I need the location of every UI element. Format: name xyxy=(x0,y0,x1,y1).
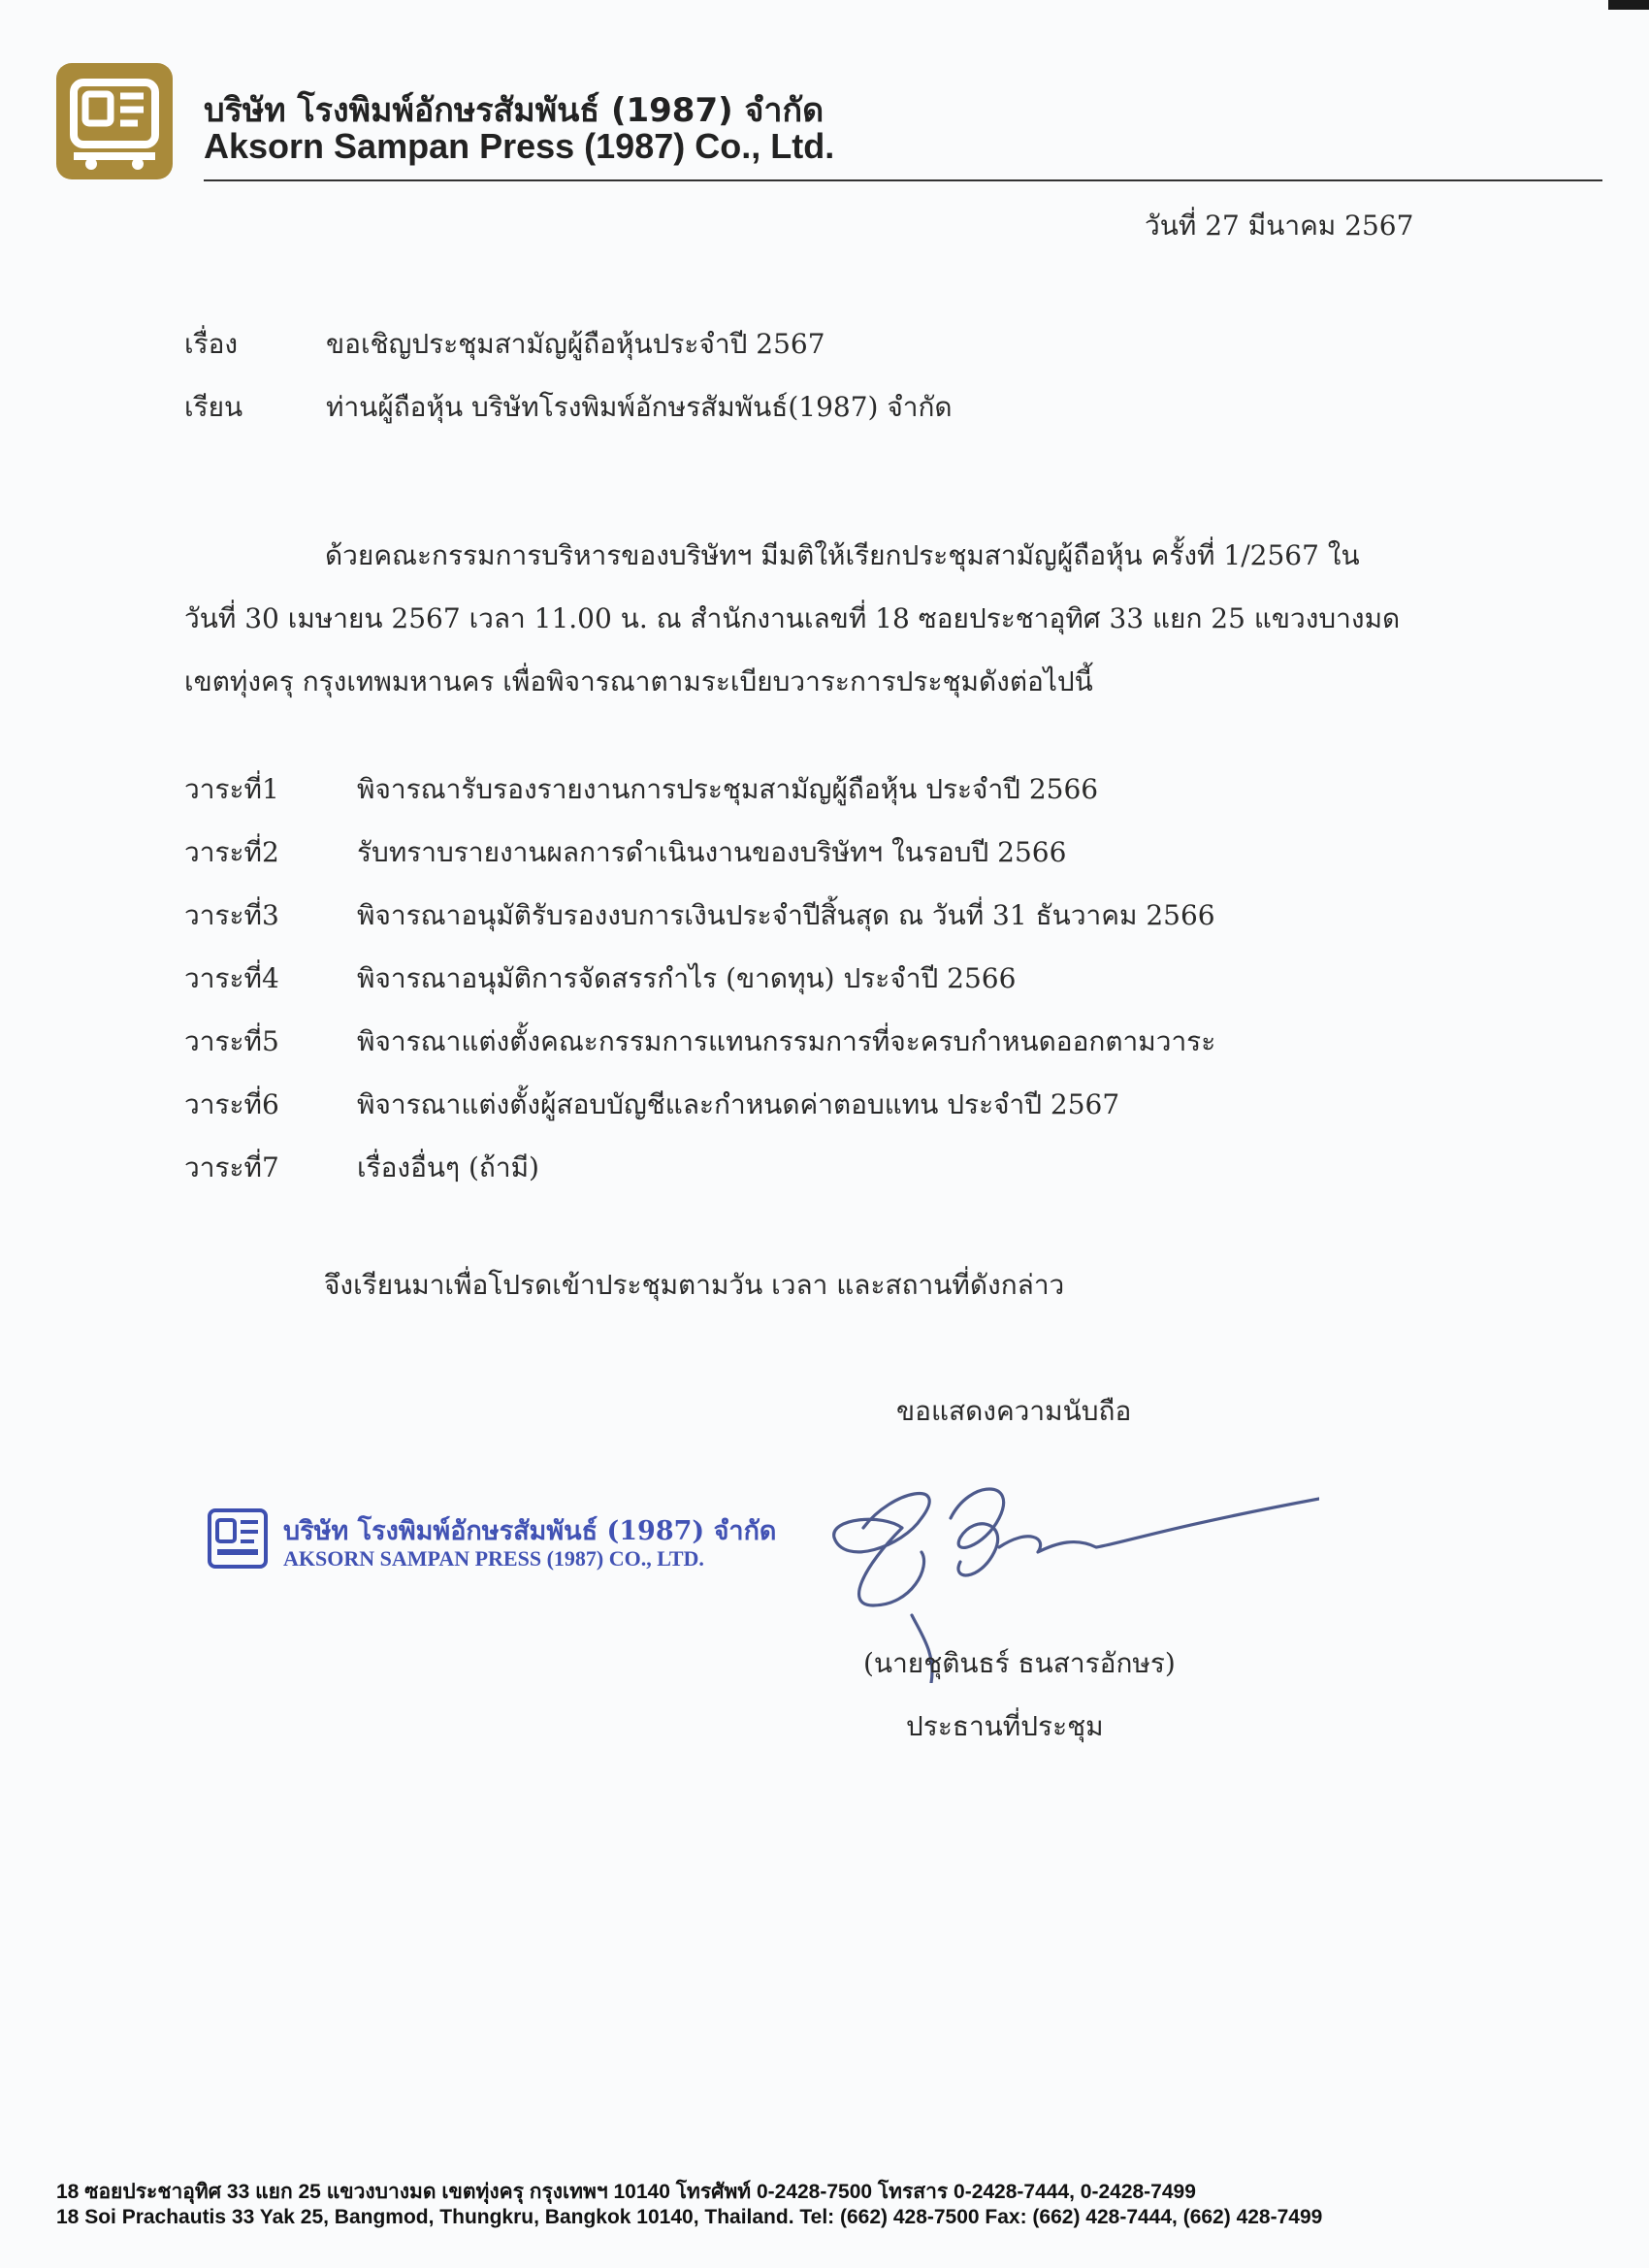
agenda-item xyxy=(184,894,1445,957)
agenda-text: พิจารณาอนุมัติรับรองงบการเงินประจำปีสิ้นสุด ณ วันที่ 31 ธันวาคม 2566 xyxy=(357,899,1215,931)
body-line: ด้วยคณะกรรมการบริหารของบริษัทฯ มีมติให้เรียกประชุมสามัญผู้ถือหุ้น ครั้งที่ 1/2567 ใน xyxy=(325,539,1360,571)
recipient-value: ท่านผู้ถือหุ้น บริษัทโรงพิมพ์อักษรสัมพันธ์(1987) จำกัด xyxy=(326,391,953,423)
stamp-company-th: บริษัท โรงพิมพ์อักษรสัมพันธ์ (1987) จำกัด xyxy=(283,1516,777,1546)
subject-value: ขอเชิญประชุมสามัญผู้ถือหุ้นประจำปี 2567 xyxy=(326,328,825,360)
company-logo xyxy=(56,63,173,179)
agenda-list xyxy=(184,768,1445,1210)
signer-name: (นายชุตินธร์ ธนสารอักษร) xyxy=(863,1647,1176,1679)
recipient-label: เรียน xyxy=(184,391,243,423)
agenda-item xyxy=(184,1084,1445,1147)
agenda-number: วาระที่7 xyxy=(184,1151,279,1183)
agenda-number: วาระที่6 xyxy=(184,1088,279,1120)
scan-corner-mark xyxy=(1608,0,1649,10)
agenda-number: วาระที่2 xyxy=(184,836,279,868)
body-line: เขตทุ่งครุ กรุงเทพมหานคร เพื่อพิจารณาตามระเบียบวาระการประชุมดังต่อไปนี้ xyxy=(184,665,1093,697)
agenda-item xyxy=(184,768,1445,831)
agenda-text: พิจารณาแต่งตั้งคณะกรรมการแทนกรรมการที่จะครบกำหนดออกตามวาระ xyxy=(357,1025,1216,1057)
company-logo-icon xyxy=(56,63,173,179)
body-paragraph xyxy=(184,524,1402,713)
agenda-number: วาระที่3 xyxy=(184,899,279,931)
agenda-number: วาระที่1 xyxy=(184,773,279,805)
subject-label: เรื่อง xyxy=(184,328,239,360)
agenda-item xyxy=(184,1147,1445,1210)
agenda-number: วาระที่4 xyxy=(184,962,279,994)
company-name-en: Aksorn Sampan Press (1987) Co., Ltd. xyxy=(204,126,835,166)
agenda-text: รับทราบรายงานผลการดำเนินงานของบริษัทฯ ในรอบปี 2566 xyxy=(357,836,1067,868)
header-divider xyxy=(204,179,1602,181)
agenda-item xyxy=(184,1021,1445,1084)
stamp-logo-icon xyxy=(208,1508,268,1569)
body-line: วันที่ 30 เมษายน 2567 เวลา 11.00 น. ณ สำนักงานเลขที่ 18 ซอยประชาอุทิศ 33 แยก 25 แขวงบางมด xyxy=(184,602,1401,634)
signer-title: ประธานที่ประชุม xyxy=(906,1710,1104,1742)
agenda-text: เรื่องอื่นๆ (ถ้ามี) xyxy=(357,1151,539,1183)
agenda-number: วาระที่5 xyxy=(184,1025,279,1057)
agenda-text: พิจารณาแต่งตั้งผู้สอบบัญชีและกำหนดค่าตอบแทน ประจำปี 2567 xyxy=(357,1088,1120,1120)
stamp-company-en: AKSORN SAMPAN PRESS (1987) CO., LTD. xyxy=(283,1546,704,1571)
agenda-item xyxy=(184,957,1445,1021)
regards-text: ขอแสดงความนับถือ xyxy=(896,1395,1132,1427)
footer-address-th: 18 ซอยประชาอุทิศ 33 แยก 25 แขวงบางมด เขตทุ่งครุ กรุงเทพฯ 10140 โทรศัพท์ 0-2428-7500 โทรสาร 0-2428-7444, 0-2428-7499 xyxy=(56,2181,1196,2203)
letter-date: วันที่ 27 มีนาคม 2567 xyxy=(1145,210,1414,242)
agenda-text: พิจารณาอนุมัติการจัดสรรกำไร (ขาดทุน) ประจำปี 2566 xyxy=(357,962,1017,994)
agenda-text: พิจารณารับรองรายงานการประชุมสามัญผู้ถือหุ้น ประจำปี 2566 xyxy=(357,773,1099,805)
company-name-th: บริษัท โรงพิมพ์อักษรสัมพันธ์ (1987) จำกัด xyxy=(204,91,824,130)
closing-sentence: จึงเรียนมาเพื่อโปรดเข้าประชุมตามวัน เวลา และสถานที่ดังกล่าว xyxy=(324,1269,1065,1301)
agenda-item xyxy=(184,831,1445,894)
footer-address-en: 18 Soi Prachautis 33 Yak 25, Bangmod, Thungkru, Bangkok 10140, Thailand. Tel: (662) 428-7500 Fax: (662) 428-7444, (662) 428-7499 xyxy=(56,2206,1323,2228)
